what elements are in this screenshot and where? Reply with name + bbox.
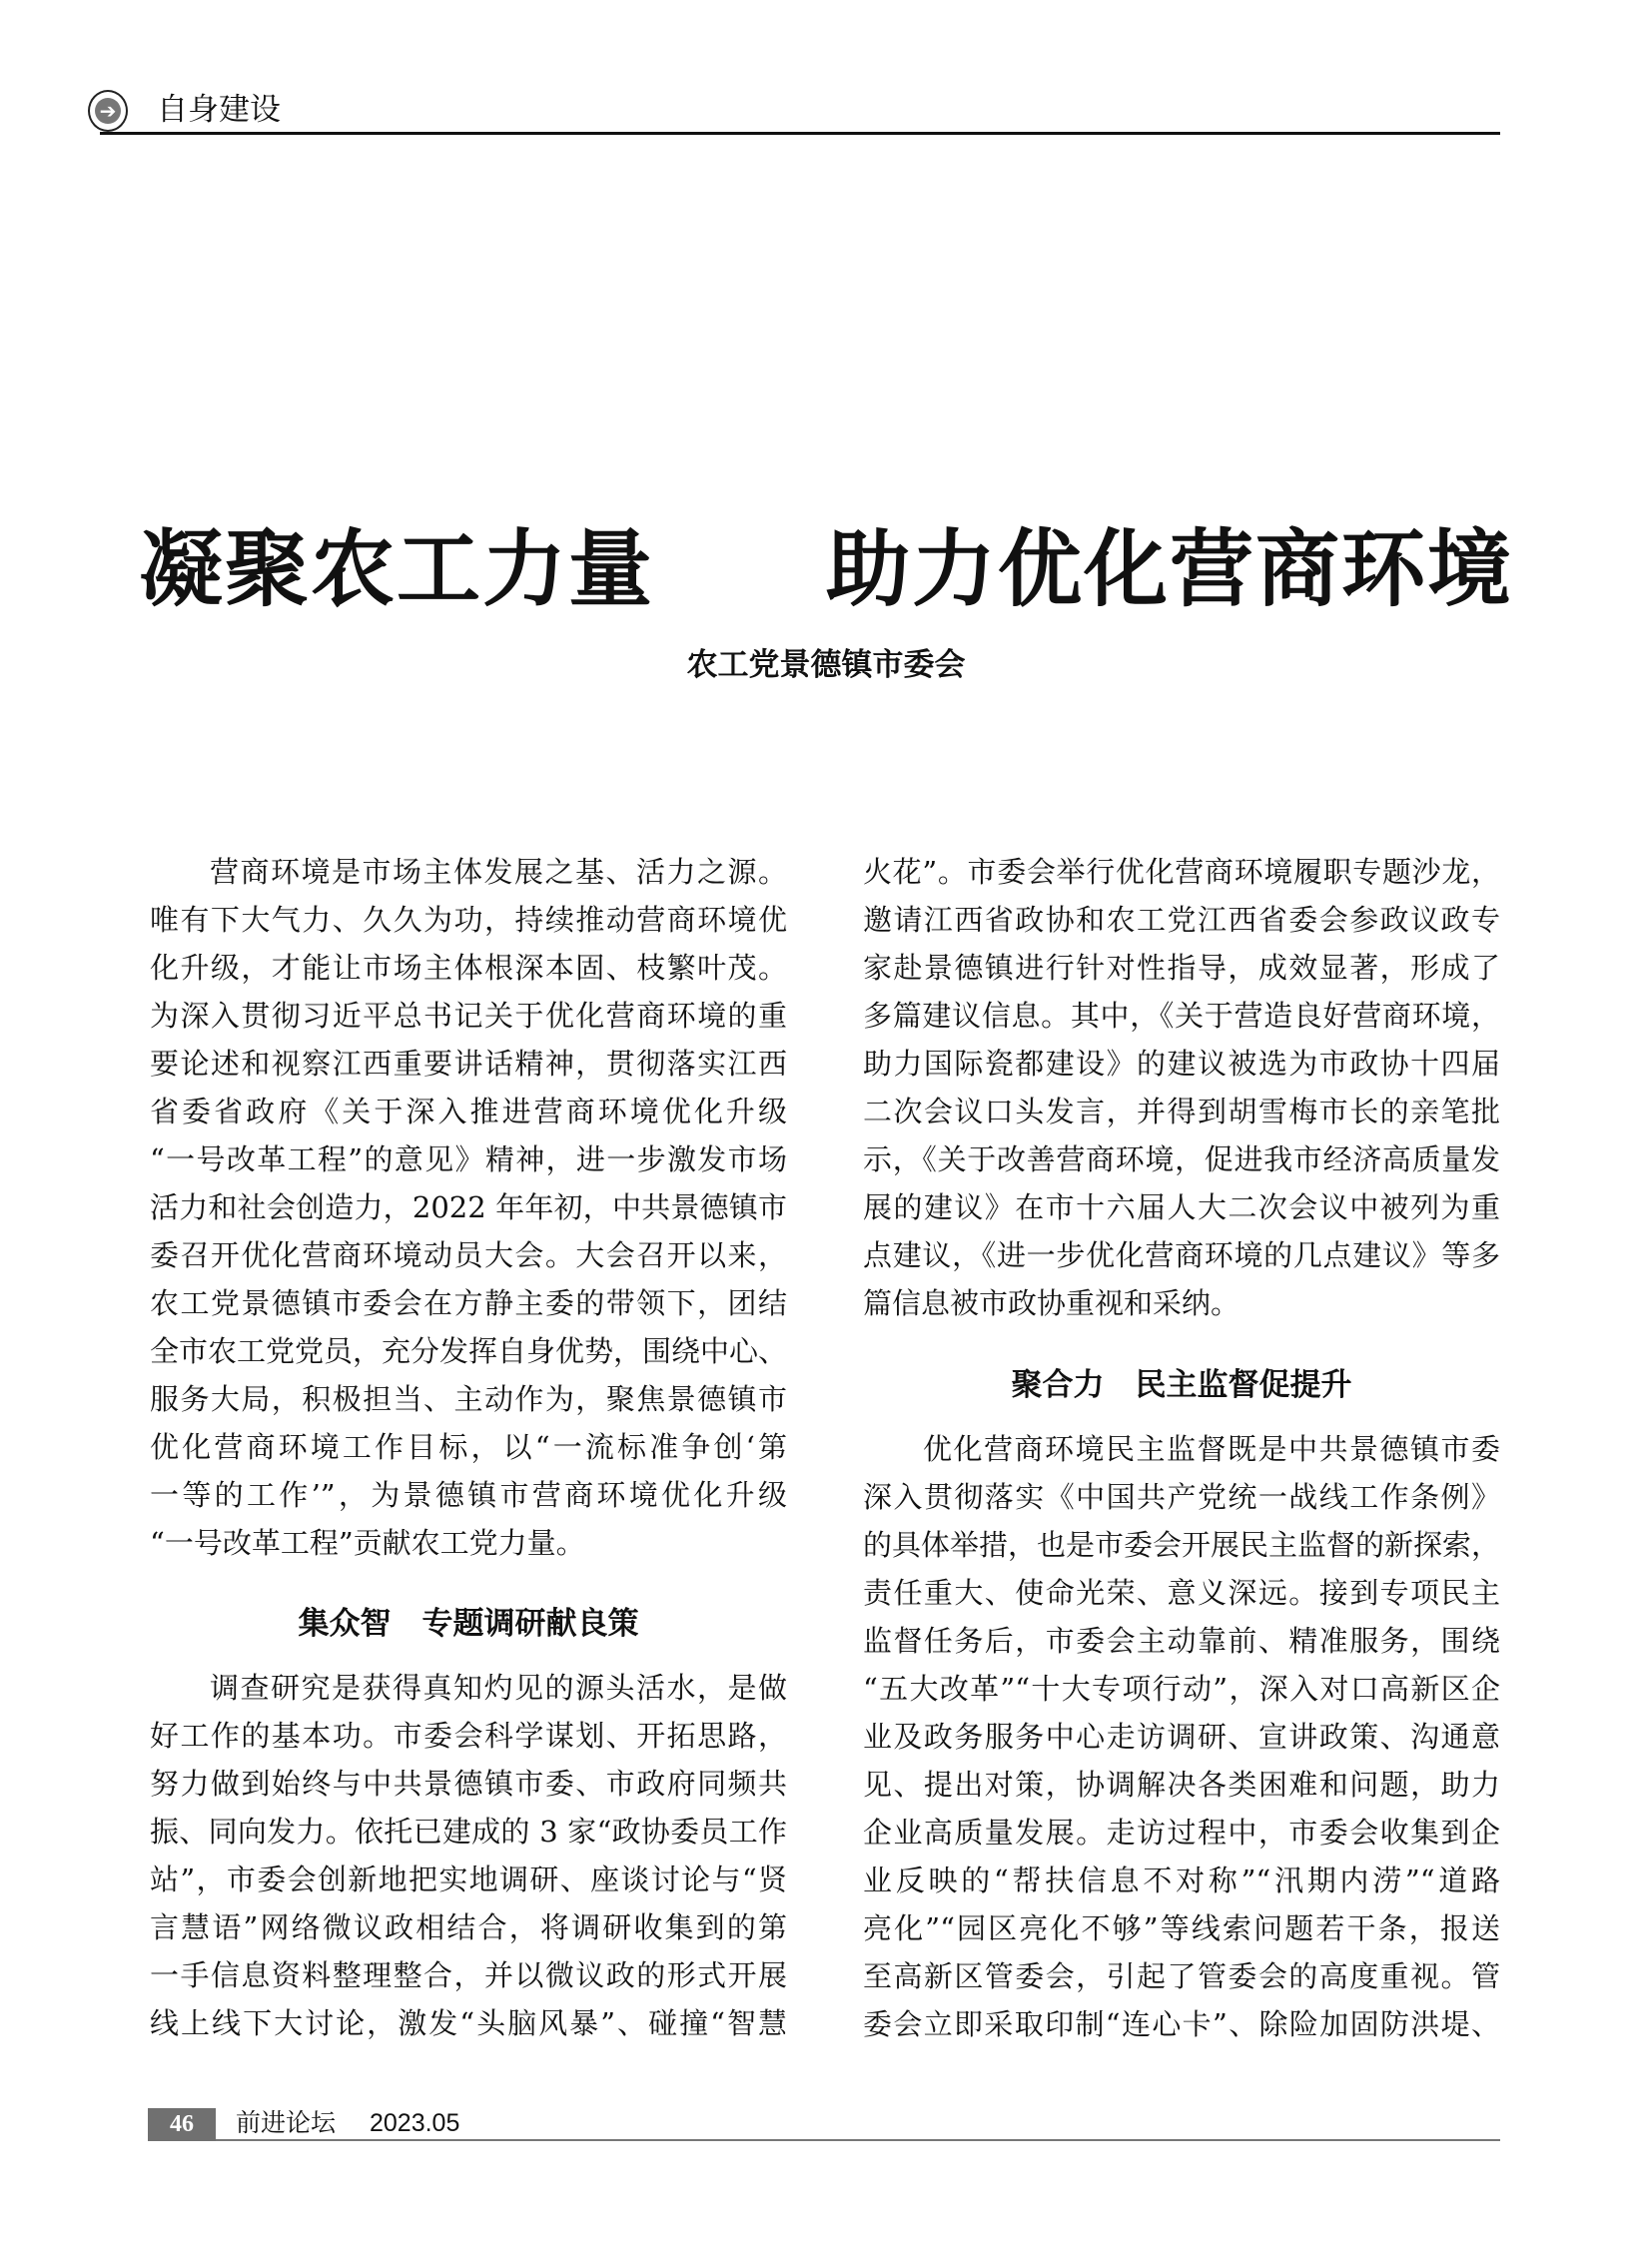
text-line: 邀请江西省政协和农工党江西省委会参政议政专 (863, 903, 1500, 937)
text-line: 好工作的基本功。市委会科学谋划、开拓思路， (150, 1719, 787, 1753)
text-line: 要论述和视察江西重要讲话精神，贯彻落实江西 (150, 1047, 787, 1081)
text-line: 篇信息被市政协重视和采纳。 (863, 1286, 1240, 1320)
section-label: 自身建设 (157, 92, 281, 128)
text-line: 站”，市委会创新地把实地调研、座谈讨论与“贤 (150, 1863, 787, 1896)
text-line: 化升级，才能让市场主体根深本固、枝繁叶茂。 (150, 951, 787, 985)
text-line: “一号改革工程”的意见》精神，进一步激发市场 (150, 1142, 787, 1176)
text-line: 企业高质量发展。走访过程中，市委会收集到企 (863, 1816, 1500, 1850)
text-line: 责任重大、使命光荣、意义深远。接到专项民主 (863, 1576, 1500, 1610)
issue-date: 2023.05 (370, 2109, 460, 2137)
text-line: 业及政务服务中心走访调研、宣讲政策、沟通意 (863, 1720, 1500, 1754)
text-line: 点建议，《进一步优化营商环境的几点建议》等多 (863, 1238, 1500, 1272)
text-line: 唯有下大气力、久久为功，持续推动营商环境优 (150, 903, 787, 937)
text-line: 深入贯彻落实《中国共产党统一战线工作条例》 (863, 1480, 1500, 1514)
left-column-paragraph-2 (150, 1664, 787, 2047)
text-line: 营商环境是市场主体发展之基、活力之源。 (210, 855, 787, 889)
header-rule (100, 132, 1500, 135)
text-line: 多篇建议信息。其中，《关于营造良好营商环境， (863, 999, 1500, 1033)
text-line: 的具体举措，也是市委会开展民主监督的新探索， (863, 1528, 1501, 1562)
text-line: 示，《关于改善营商环境，促进我市经济高质量发 (863, 1142, 1500, 1176)
footer-rule (216, 2139, 1500, 2141)
right-column-paragraph-1 (863, 848, 1500, 1327)
text-line: 省委省政府《关于深入推进营商环境优化升级 (150, 1095, 787, 1128)
text-line: 展的建议》在市十六届人大二次会议中被列为重 (863, 1190, 1500, 1224)
article-title: 凝聚农工力量 助力优化营商环境 (138, 520, 1513, 618)
text-line: 家赴景德镇进行针对性指导，成效显著，形成了 (863, 951, 1500, 985)
text-line: 一手信息资料整理整合，并以微议政的形式开展 (150, 1958, 787, 1992)
text-line: 二次会议口头发言，并得到胡雪梅市长的亲笔批 (863, 1095, 1500, 1128)
right-column-paragraph-2 (863, 1425, 1500, 2048)
text-line: 优化营商环境工作目标，以“一流标准争创‘第 (150, 1430, 787, 1464)
text-line: 业反映的“帮扶信息不对称”“汛期内涝”“道路 (863, 1864, 1500, 1897)
text-line: 委召开优化营商环境动员大会。大会召开以来， (150, 1238, 787, 1272)
text-line: 见、提出对策，协调解决各类困难和问题，助力 (863, 1768, 1500, 1802)
text-line: 线上线下大讨论，激发“头脑风暴”、碰撞“智慧 (150, 2006, 787, 2040)
text-line: 火花”。市委会举行优化营商环境履职专题沙龙， (863, 855, 1500, 889)
text-line: 振、同向发力。依托已建成的 3 家“政协委员工作 (150, 1815, 787, 1849)
text-line: 至高新区管委会，引起了管委会的高度重视。管 (863, 1959, 1500, 1993)
text-line: “五大改革”“十大专项行动”，深入对口高新区企 (863, 1672, 1500, 1706)
article-author: 农工党景德镇市委会 (686, 647, 966, 683)
text-line: 助力国际瓷都建设》的建议被选为市政协十四届 (863, 1047, 1500, 1081)
text-line: 监督任务后，市委会主动靠前、精准服务，围绕 (863, 1624, 1500, 1658)
left-column-paragraph-1 (150, 848, 787, 1567)
text-line: 服务大局，积极担当、主动作为，聚焦景德镇市 (150, 1382, 787, 1416)
text-line: 言慧语”网络微议政相结合，将调研收集到的第 (150, 1910, 787, 1944)
text-line: 努力做到始终与中共景德镇市委、市政府同频共 (150, 1767, 787, 1801)
text-line: 调查研究是获得真知灼见的源头活水，是做 (210, 1671, 787, 1705)
text-line: 优化营商环境民主监督既是中共景德镇市委 (923, 1432, 1500, 1466)
text-line: “一号改革工程”贡献农工党力量。 (150, 1526, 585, 1560)
text-line: 全市农工党党员，充分发挥自身优势，围绕中心、 (150, 1334, 788, 1368)
section-heading-1: 集众智 专题调研献良策 (298, 1606, 639, 1642)
text-line: 委会立即采取印制“连心卡”、除险加固防洪堤、 (863, 2007, 1500, 2041)
text-line: 活力和社会创造力，2022 年年初，中共景德镇市 (150, 1190, 787, 1224)
publication-name: 前进论坛 (236, 2108, 337, 2137)
text-line: 农工党景德镇市委会在方静主委的带领下，团结 (150, 1286, 787, 1320)
section-heading-2: 聚合力 民主监督促提升 (1011, 1367, 1352, 1403)
page-number: 46 (148, 2108, 216, 2141)
text-line: 为深入贯彻习近平总书记关于优化营商环境的重 (150, 999, 787, 1033)
text-line: 亮化”“园区亮化不够”等线索问题若干条，报送 (863, 1911, 1500, 1945)
arrow-right-circle-icon: ➔ (88, 90, 128, 132)
text-line: 一等的工作’”，为景德镇市营商环境优化升级 (150, 1478, 787, 1512)
